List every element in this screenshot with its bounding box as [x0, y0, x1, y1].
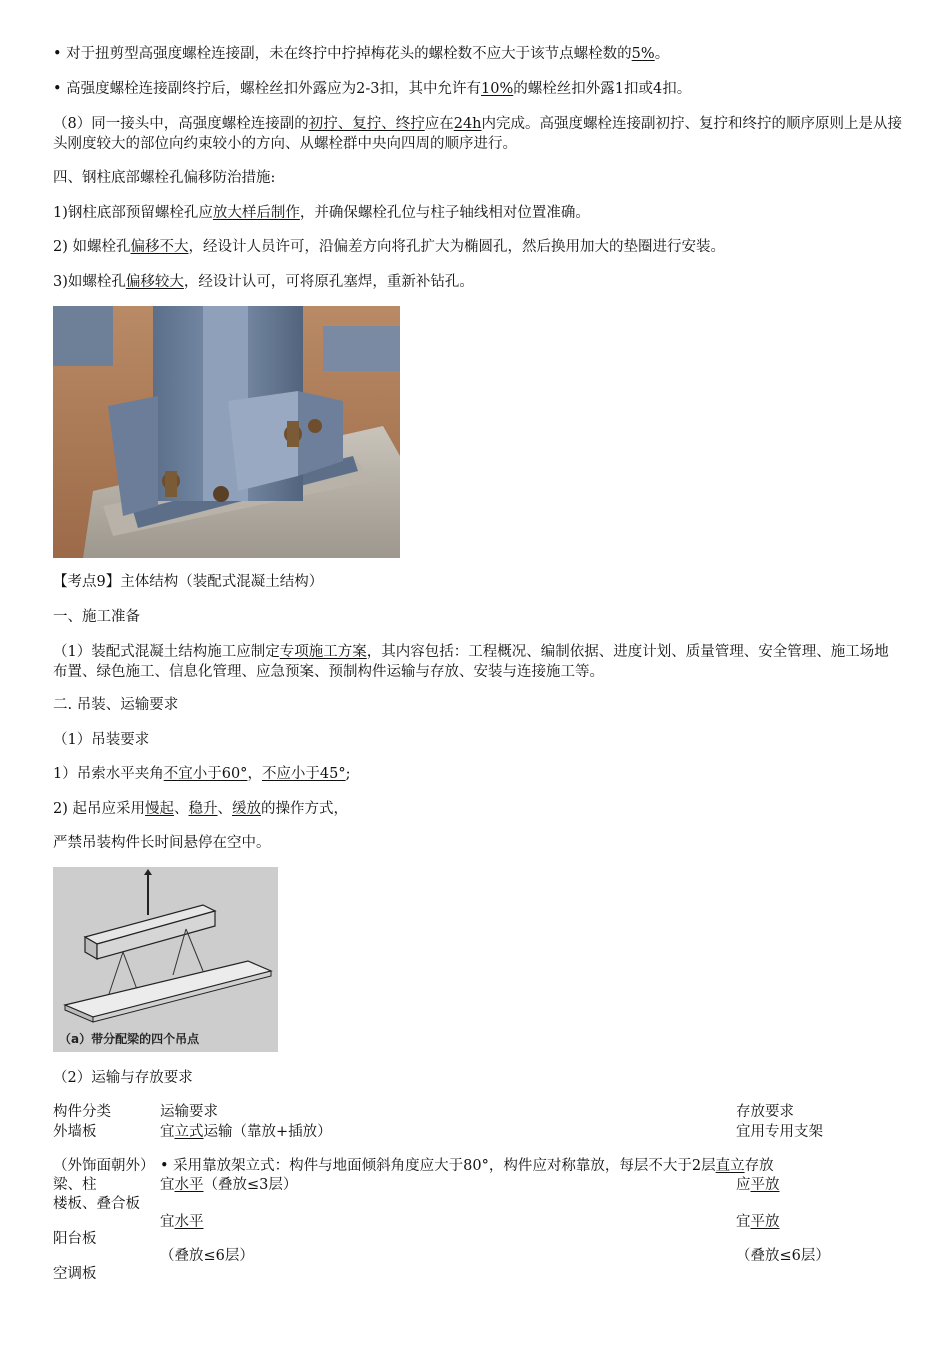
row-exterior-wall-transport: [160, 1122, 332, 1142]
underlined-term: 专项施工方案: [279, 644, 367, 660]
underlined-term: 10%: [481, 81, 514, 97]
header-category: 构件分类: [53, 1104, 111, 1120]
lifting-item-2: [53, 799, 903, 819]
diagram-caption: （a）带分配梁的四个吊点: [59, 1032, 200, 1046]
text: ，经设计认可，可将原孔塞焊，重新补钻孔。: [183, 274, 474, 290]
underlined-term: 不宜小于60°: [163, 766, 248, 782]
bullet-thread-exposure: [53, 79, 903, 99]
steel-column-base-illustration: [53, 306, 400, 558]
text: ，: [247, 766, 262, 782]
row-balcony-storage: （叠放≤6层）: [736, 1248, 830, 1264]
bullet-torque-shear-bolt: [53, 44, 903, 64]
text: 的操作方式，: [261, 801, 348, 817]
text: （叠放≤3层）: [203, 1177, 298, 1193]
lifting-warning: 严禁吊装构件长时间悬停在空中。: [53, 835, 271, 851]
underlined-term: 水平: [174, 1214, 204, 1230]
text: 宜: [160, 1177, 175, 1193]
underlined-term: 初拧、复拧、终拧: [308, 116, 425, 132]
underlined-term: 偏移不大: [130, 239, 189, 255]
underlined-term: 24h: [453, 116, 482, 132]
section-heading-2: 二. 吊装、运输要求: [53, 697, 179, 713]
text: 宜: [736, 1214, 751, 1230]
row-exterior-wall-category: 外墙板: [53, 1124, 97, 1140]
text: 1)钢柱底部预留螺栓孔应: [53, 205, 213, 221]
underlined-term: 放大样后制作: [212, 205, 300, 221]
paragraph-tightening-sequence: [53, 114, 903, 154]
underlined-term: 立式: [174, 1124, 204, 1140]
row-exterior-wall-note: [160, 1156, 774, 1176]
text: ，并确保螺栓孔位与柱子轴线相对位置准确。: [299, 205, 590, 221]
exam-point-heading: 【考点9】主体结构（装配式混凝土结构）: [53, 574, 324, 590]
text: 运输（靠放+插放）: [203, 1124, 332, 1140]
header-storage: 存放要求: [736, 1104, 794, 1120]
item-2: [53, 237, 903, 257]
row-exterior-wall-note-category: （外饰面朝外）: [53, 1158, 155, 1174]
row-beam-column-transport: [160, 1175, 297, 1195]
text: • 对于扭剪型高强度螺栓连接副，未在终拧中拧掉梅花头的螺栓数不应大于该节点螺栓数的: [53, 46, 632, 62]
text: 2) 如螺栓孔: [53, 239, 131, 255]
subheading-transport-storage: （2）运输与存放要求: [53, 1070, 193, 1086]
text: （1）装配式混凝土结构施工应制定: [53, 644, 280, 660]
spreader-beam-illustration: [53, 867, 278, 1052]
row-ac-panel-category: 空调板: [53, 1266, 97, 1282]
header-transport: 运输要求: [160, 1104, 218, 1120]
underlined-term: 5%: [631, 46, 655, 62]
spreader-beam-diagram: [53, 867, 278, 1052]
text: 存放: [744, 1158, 774, 1174]
text: 2) 起吊应采用: [53, 801, 145, 817]
row-slab-category: 楼板、叠合板: [53, 1196, 140, 1212]
underlined-term: 缓放: [232, 801, 261, 817]
lifting-item-1: [53, 764, 903, 784]
row-slab-storage: [736, 1212, 780, 1232]
underlined-term: 稳升: [188, 801, 218, 817]
text: • 采用靠放架立式：构件与地面倾斜角度应大于80°，构件应对称靠放，每层不大于2层: [160, 1158, 716, 1174]
text: 内完成。高强度螺栓连接副初拧、复拧和终拧的顺序原则上是从接头刚度较大的部位向约束较小的方向、从螺栓群中央向四周的顺序进行。: [53, 116, 903, 152]
steel-column-base-photo: [53, 306, 400, 558]
row-slab-transport: [160, 1212, 204, 1232]
text: 宜: [160, 1124, 175, 1140]
text: 、: [217, 801, 232, 817]
text: 应: [736, 1177, 751, 1193]
underlined-term: 偏移较大: [125, 274, 184, 290]
item-1: [53, 203, 903, 223]
text: 、: [174, 801, 189, 817]
underlined-term: 平放: [750, 1214, 780, 1230]
underlined-term: 水平: [174, 1177, 204, 1193]
text: 宜: [160, 1214, 175, 1230]
item-3: [53, 272, 903, 292]
row-balcony-transport: （叠放≤6层）: [160, 1248, 254, 1264]
row-beam-column-storage: [736, 1175, 780, 1195]
underlined-term: 不应小于45°: [261, 766, 346, 782]
text: 应在: [424, 116, 454, 132]
row-exterior-wall-storage: 宜用专用支架: [736, 1124, 823, 1140]
text: 的螺栓丝扣外露1扣或4扣。: [513, 81, 692, 97]
text: ;: [345, 766, 351, 782]
text: • 高强度螺栓连接副终拧后，螺栓丝扣外露应为2-3扣，其中允许有: [53, 81, 482, 97]
underlined-term: 慢起: [145, 801, 174, 817]
paragraph-construction-plan: [53, 642, 903, 682]
section-heading-4: 四、钢柱底部螺栓孔偏移防治措施:: [53, 170, 276, 186]
text: ，经设计人员许可，沿偏差方向将孔扩大为椭圆孔，然后换用加大的垫圈进行安装。: [188, 239, 725, 255]
text: （8）同一接头中，高强度螺栓连接副的: [53, 116, 309, 132]
row-beam-column-category: 梁、柱: [53, 1177, 97, 1193]
text: 3)如螺栓孔: [53, 274, 126, 290]
subheading-lifting: （1）吊装要求: [53, 732, 150, 748]
section-heading-1: 一、施工准备: [53, 609, 140, 625]
underlined-term: 直立: [715, 1158, 745, 1174]
text: 1）吊索水平夹角: [53, 766, 164, 782]
row-balcony-category: 阳台板: [53, 1231, 97, 1247]
underlined-term: 平放: [750, 1177, 780, 1193]
text: ，其内容包括：工程概况、编制依据、进度计划、质量管理、安全管理、施工场地布置、绿色施工、信息化管理、应急预案、预制构件运输与存放、安装与连接施工等。: [53, 644, 889, 680]
text: 。: [654, 46, 670, 62]
